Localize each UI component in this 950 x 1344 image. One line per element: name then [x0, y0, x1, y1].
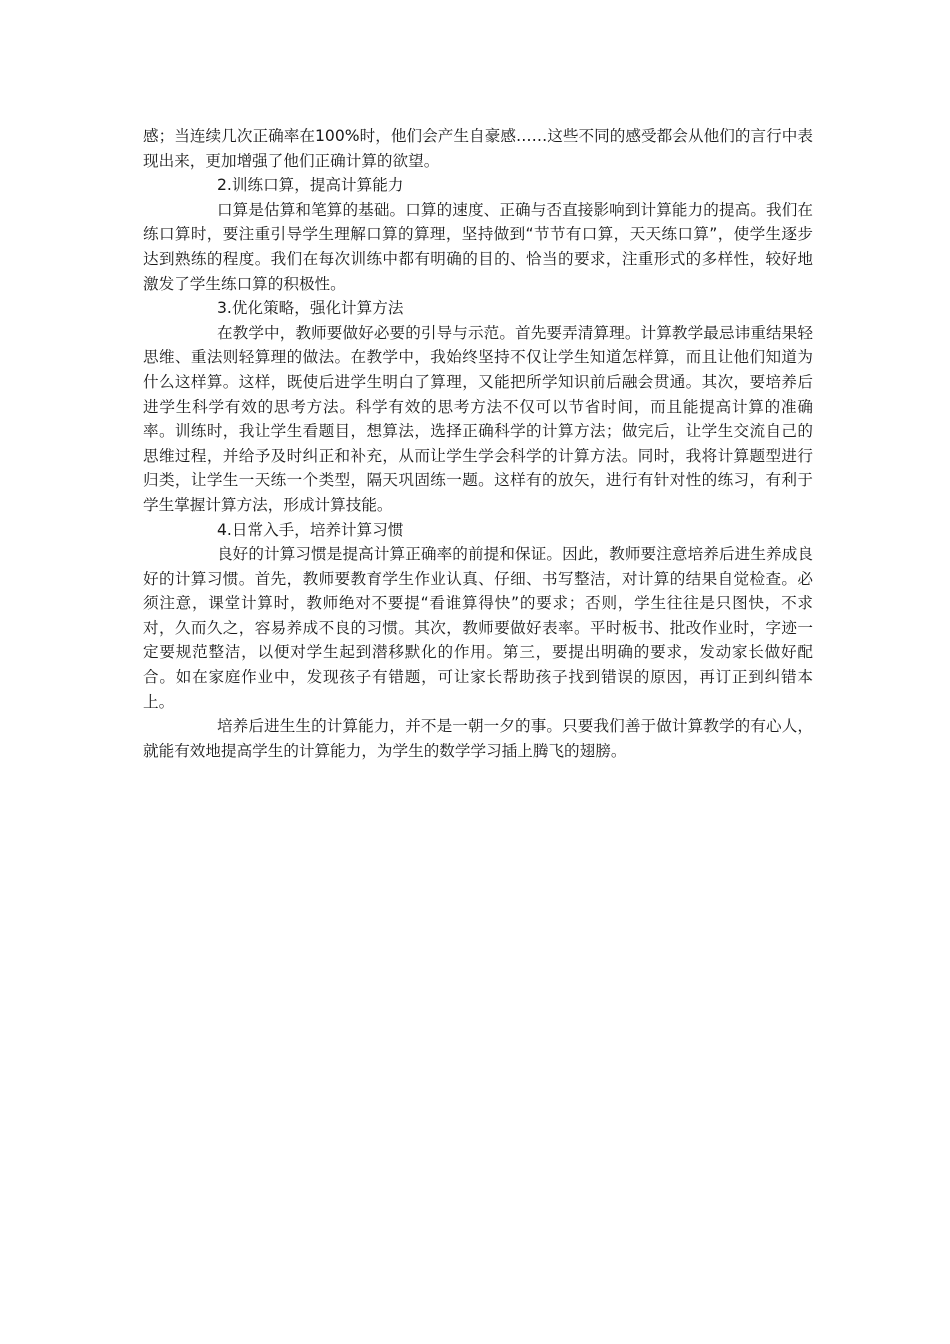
document-body [143, 124, 813, 763]
paragraph-calculation-methods: 在教学中，教师要做好必要的引导与示范。首先要弄清算理。计算教学最忌讳重结果轻思维、重法则轻算理的做法。在教学中，我始终坚持不仅让学生知道怎样算，而且让他们知道为什么这样算。这样，既使后进学生明白了算理，又能把所学知识前后融会贯通。其次，要培养后进学生科学有效的思考方法。科学有效的思考方法不仅可以节省时间，而且能提高计算的准确率。训练时，我让学生看题目，想算法，选择正确科学的计算方法；做完后，让学生交流自己的思维过程，并给予及时纠正和补充，从而让学生学会科学的计算方法。同时，我将计算题型进行归类，让学生一天练一个类型，隔天巩固练一题。这样有的放矢，进行有针对性的练习，有利于学生掌握计算方法，形成计算技能。 [143, 323, 813, 514]
paragraph-conclusion: 培养后进生生的计算能力，并不是一朝一夕的事。只要我们善于做计算教学的有心人，就能有效地提高学生的计算能力，为学生的数学学习插上腾飞的翅膀。 [143, 717, 813, 760]
section-heading-3: 3.优化策略，强化计算方法 [217, 299, 404, 318]
paragraph-calculation-habits: 良好的计算习惯是提高计算正确率的前提和保证。因此，教师要注意培养后进生养成良好的计算习惯。首先，教师要教育学生作业认真、仔细、书写整洁，对计算的结果自觉检查。必须注意，课堂计算时，教师绝对不要提“看谁算得快”的要求；否则，学生往往是只图快，不求对，久而久之，容易养成不良的习惯。其次，教师要做好表率。平时板书、批改作业时，字迹一定要规范整洁，以便对学生起到潜移默化的作用。第三，要提出明确的要求，发动家长做好配合。如在家庭作业中，发现孩子有错题，可让家长帮助孩子找到错误的原因，再订正到纠错本上。 [143, 545, 813, 711]
paragraph-continuation: 感；当连续几次正确率在100%时，他们会产生自豪感……这些不同的感受都会从他们的言行中表现出来，更加增强了他们正确计算的欲望。 [143, 127, 813, 170]
paragraph-oral-calculation: 口算是估算和笔算的基础。口算的速度、正确与否直接影响到计算能力的提高。我们在练口算时，要注重引导学生理解口算的算理，坚持做到“节节有口算，天天练口算”，使学生逐步达到熟练的程度。我们在每次训练中都有明确的目的、恰当的要求，注重形式的多样性，较好地激发了学生练口算的积极性。 [143, 200, 813, 293]
section-heading-4: 4.日常入手，培养计算习惯 [217, 520, 404, 539]
section-heading-2: 2.训练口算，提高计算能力 [217, 176, 404, 195]
